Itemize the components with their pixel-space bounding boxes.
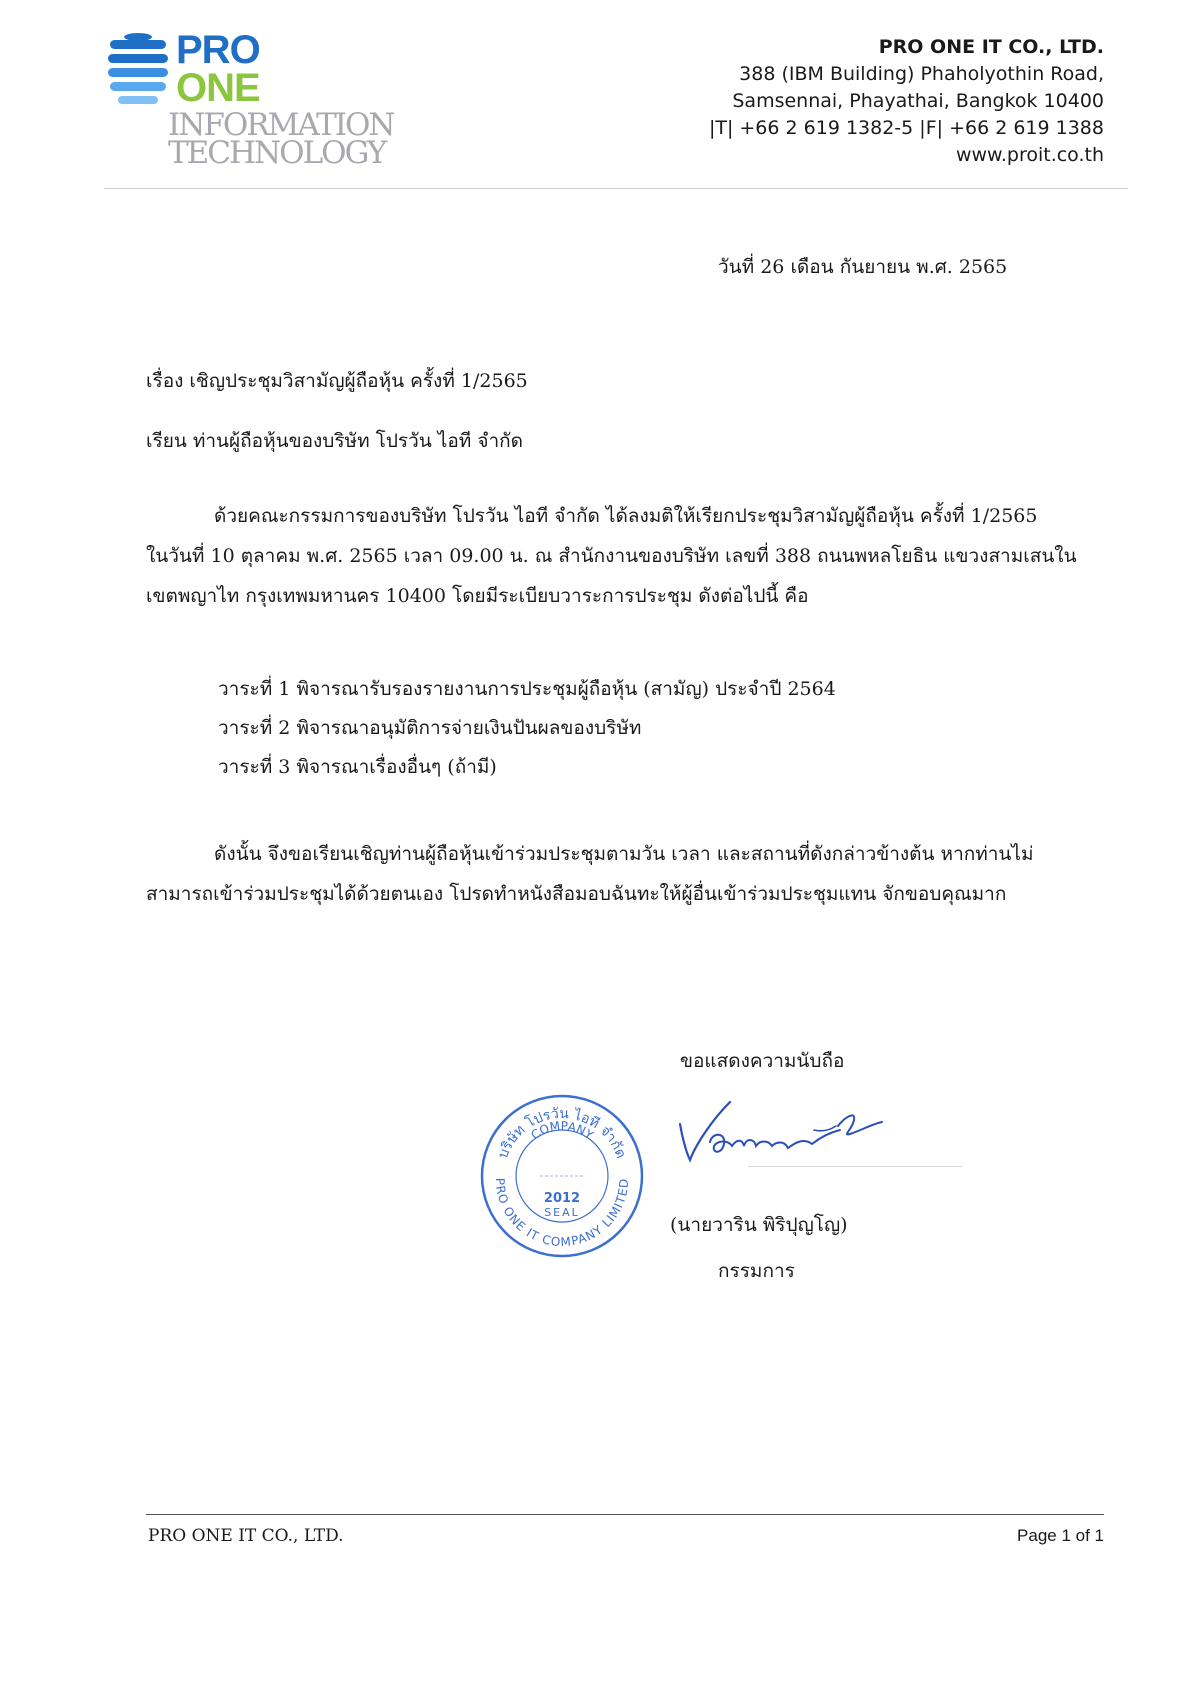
contact-numbers: |T| +66 2 619 1382-5 |F| +66 2 619 1388	[708, 117, 1104, 139]
handwritten-signature	[672, 1096, 902, 1168]
company-name: PRO ONE IT CO., LTD.	[878, 36, 1104, 58]
paragraph-invitation	[146, 496, 1106, 616]
address-line-2: Samsennai, Phayathai, Bangkok 10400	[732, 90, 1104, 112]
letter-date: วันที่ 26 เดือน กันยายน พ.ศ. 2565	[718, 256, 1008, 278]
signer-title: กรรมการ	[718, 1260, 795, 1282]
company-address-block	[709, 34, 1104, 169]
footer-company-name: PRO ONE IT CO., LTD.	[148, 1526, 344, 1546]
seal-top-text: บริษัท โปรวัน ไอที จำกัด	[495, 1105, 629, 1161]
agenda-item: วาระที่ 3 พิจารณาเรื่องอื่นๆ (ถ้ามี)	[218, 756, 497, 778]
logo-information-text: INFORMATION	[168, 107, 394, 143]
address-line-1: 388 (IBM Building) Phaholyothin Road,	[739, 63, 1104, 85]
paragraph-line: ด้วยคณะกรรมการของบริษัท โปรวัน ไอที จำกัด ได้ลงมติให้เรียกประชุมวิสามัญผู้ถือหุ้น ครั้งที่ 1/2565	[214, 505, 1038, 527]
footer-divider	[146, 1514, 1104, 1515]
paragraph-request	[146, 834, 1106, 914]
signer-name: (นายวาริน พิริปุญโญ)	[670, 1214, 848, 1236]
globe-logo-icon	[108, 32, 170, 108]
company-website: www.proit.co.th	[955, 144, 1104, 166]
paragraph-line: ในวันที่ 10 ตุลาคม พ.ศ. 2565 เวลา 09.00 น. ณ สำนักงานของบริษัท เลขที่ 388 ถนนพหลโยธิน แขวงสามเสนใน	[146, 545, 1077, 567]
seal-bottom-text: PRO ONE IT COMPANY LIMITED	[492, 1177, 632, 1250]
paragraph-line: ดังนั้น จึงขอเรียนเชิญท่านผู้ถือหุ้นเข้าร่วมประชุมตามวัน เวลา และสถานที่ดังกล่าวข้างต้น หากท่านไม่	[214, 843, 1034, 865]
seal-year: 2012	[543, 1191, 581, 1206]
page-number: Page 1 of 1	[1017, 1526, 1104, 1545]
closing-salutation: ขอแสดงความนับถือ	[680, 1050, 845, 1072]
logo-technology-text: TECHNOLOGY	[168, 135, 386, 171]
company-logo	[108, 28, 394, 171]
signature-line	[748, 1166, 962, 1167]
letter-recipient: เรียน ท่านผู้ถือหุ้นของบริษัท โปรวัน ไอที จำกัด	[146, 430, 523, 452]
logo-one-text: ONE	[176, 66, 260, 110]
agenda-item: วาระที่ 1 พิจารณารับรองรายงานการประชุมผู้ถือหุ้น (สามัญ) ประจำปี 2564	[218, 678, 836, 700]
header-divider	[104, 188, 1128, 189]
seal-word: SEAL	[544, 1206, 580, 1219]
logo-pro-text: PRO	[176, 28, 260, 72]
agenda-item: วาระที่ 2 พิจารณาอนุมัติการจ่ายเงินปันผลของบริษัท	[218, 717, 642, 739]
paragraph-line: สามารถเข้าร่วมประชุมได้ด้วยตนเอง โปรดทำหนังสือมอบฉันทะให้ผู้อื่นเข้าร่วมประชุมแทน จักขอบคุณมาก	[146, 883, 1007, 905]
letter-subject: เรื่อง เชิญประชุมวิสามัญผู้ถือหุ้น ครั้งที่ 1/2565	[146, 370, 528, 392]
paragraph-line: เขตพญาไท กรุงเทพมหานคร 10400 โดยมีระเบียบวาระการประชุม ดังต่อไปนี้ คือ	[146, 585, 809, 607]
company-seal	[474, 1088, 650, 1264]
seal-company-text: COMPANY	[528, 1118, 596, 1143]
svg-text:บริษัท โปรวัน ไอที จำกัด	[495, 1106, 629, 1161]
agenda-list	[218, 670, 836, 787]
